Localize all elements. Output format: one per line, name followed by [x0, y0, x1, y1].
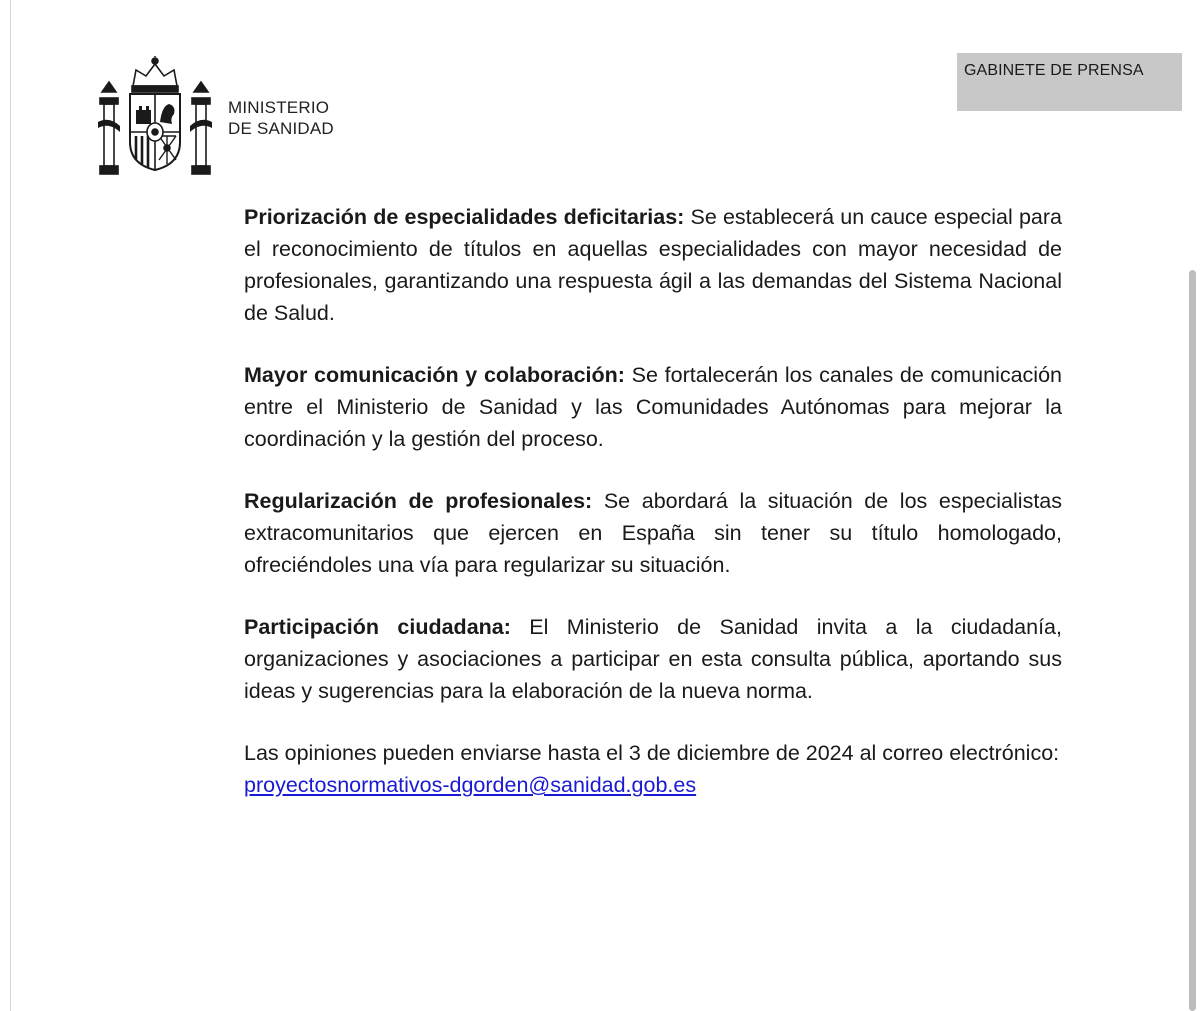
section-title: Participación ciudadana:: [244, 615, 511, 639]
scrollbar-thumb[interactable]: [1189, 270, 1196, 1011]
section-text: Se fortalecerán los canales de comunicación entre el Ministerio de Sanidad y las Comunidades Autónomas para mejorar la coordinación y la gestión del proceso.: [244, 363, 1062, 451]
ministry-name-line-2: DE SANIDAD: [228, 119, 334, 138]
coat-of-arms-of-spain-icon: [96, 56, 214, 182]
press-office-label: GABINETE DE PRENSA: [964, 62, 1144, 79]
press-office-box: [957, 53, 1182, 111]
section-text: El Ministerio de Sanidad invita a la ciudadanía, organizaciones y asociaciones a participar en esta consulta pública, aportando sus ideas y sugerencias para la elaboración de la nueva norma.: [244, 615, 1062, 703]
section-text: Se abordará la situación de los especialistas extracomunitarios que ejercen en España sin tener su título homologado, ofreciéndoles una vía para regularizar su situación.: [244, 489, 1062, 577]
closing-paragraph: [244, 737, 1062, 801]
section-title: Regularización de profesionales:: [244, 489, 593, 513]
section-paragraph: [244, 201, 1062, 329]
section-text: Se establecerá un cauce especial para el reconocimiento de títulos en aquellas especialidades con mayor necesidad de profesionales, garantizando una respuesta ágil a las demandas del Sistema Nacional de Salud.: [244, 205, 1062, 325]
section-paragraph: [244, 485, 1062, 581]
ministry-name: [228, 97, 334, 139]
document-body: [244, 201, 1062, 801]
closing-text: Las opiniones pueden enviarse hasta el 3 de diciembre de 2024 al correo electrónico:: [244, 741, 1060, 765]
document-header: [0, 0, 1200, 180]
section-title: Mayor comunicación y colaboración:: [244, 363, 625, 387]
scrollbar-track[interactable]: [1186, 0, 1200, 1011]
section-paragraph: [244, 611, 1062, 707]
section-paragraph: [244, 359, 1062, 455]
email-link[interactable]: proyectosnormativos-dgorden@sanidad.gob.es: [244, 773, 697, 797]
section-title: Priorización de especialidades deficitarias:: [244, 205, 685, 229]
ministry-name-line-1: MINISTERIO: [228, 98, 330, 117]
